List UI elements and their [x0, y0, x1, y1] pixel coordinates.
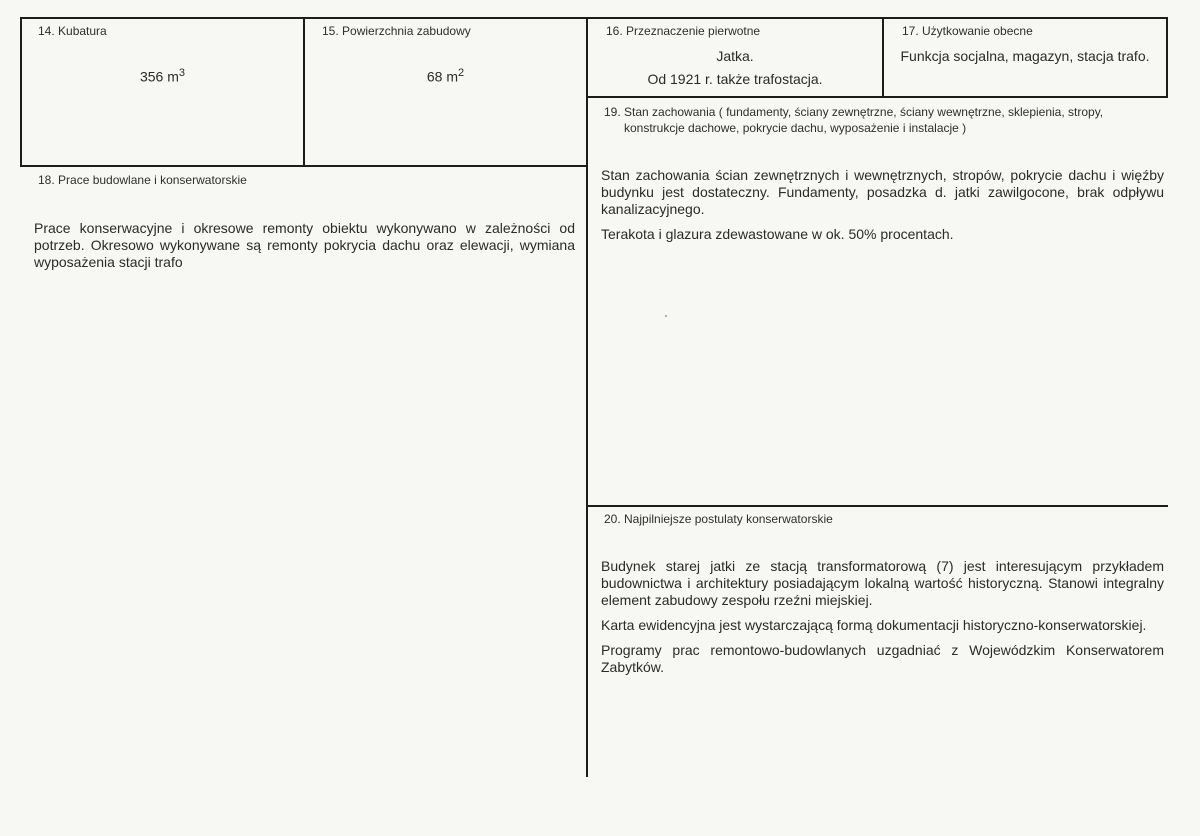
field-15-label: 15. Powierzchnia zabudowy [322, 24, 471, 38]
field-17-value: Funkcja socjalna, magazyn, stacja trafo. [900, 48, 1150, 64]
field-16-line2: Od 1921 r. także trafostacja. [647, 71, 823, 87]
top-rule [20, 17, 1168, 19]
field-14-unit-exponent: 3 [178, 67, 186, 79]
field-19-label-line1: 19. Stan zachowania ( fundamenty, ściany zewnętrzne, ściany wewnętrzne, sklepienia, stropy, [604, 105, 1104, 119]
field-16-label: 16. Przeznaczenie pierwotne [606, 24, 761, 38]
right-border [1166, 17, 1168, 98]
field-14-number: 356 m [139, 68, 179, 85]
center-divider [586, 17, 588, 777]
rule-above-20 [586, 505, 1168, 507]
field-14-value [20, 67, 305, 85]
field-19-label-line2: konstrukcje dachowe, pokrycie dachu, wyposażenie i instalacje ) [624, 121, 967, 135]
field-15-number: 68 m [426, 68, 458, 85]
paper-speck [665, 315, 667, 317]
field-17-label: 17. Użytkowanie obecne [902, 24, 1033, 38]
field-14-label: 14. Kubatura [38, 24, 107, 38]
field-19-text [601, 167, 1164, 251]
field-20-paragraph-3: Programy prac remontowo-budowlanych uzgadniać z Wojewódzkim Konserwatorem Zabytków. [601, 642, 1164, 675]
divider-14-15 [303, 17, 305, 167]
field-15-unit-exponent: 2 [458, 67, 465, 79]
field-19-paragraph-2: Terakota i glazura zdewastowane w ok. 50% procentach. [601, 226, 954, 242]
field-15-value [305, 67, 586, 85]
field-18-label: 18. Prace budowlane i konserwatorskie [38, 173, 247, 187]
field-20-text [601, 558, 1164, 684]
left-border [20, 17, 22, 167]
field-20-label: 20. Najpilniejsze postulaty konserwatorskie [604, 512, 833, 526]
rule-below-16-17 [586, 96, 1168, 98]
field-18-paragraph: Prace konserwacyjne i okresowe remonty obiektu wykonywano w zależności od potrzeb. Okresowo wykonywane są remonty pokrycia dachu oraz elewacji, wymiana wyposażenia stacji trafo [34, 220, 575, 270]
field-18-text [34, 220, 575, 279]
field-19-paragraph-1: Stan zachowania ścian zewnętrznych i wewnętrznych, stropów, pokrycie dachu i więźby budynku jest dostateczny. Fundamenty, posadzka d. jatki zawilgocone, brak odpływu kanalizacyjnego. [601, 167, 1164, 217]
field-20-paragraph-1: Budynek starej jatki ze stacją transformatorową (7) jest interesującym przykładem budownictwa i architektury posiadającym lokalną wartość historyczną. Stanowi integralny element zabudowy zespołu rzeźni miejskiej. [601, 558, 1164, 608]
field-20-paragraph-2: Karta ewidencyjna jest wystarczającą formą dokumentacji historyczno-konserwatorskiej. [601, 617, 1147, 633]
field-16-line1: Jatka. [716, 48, 754, 64]
